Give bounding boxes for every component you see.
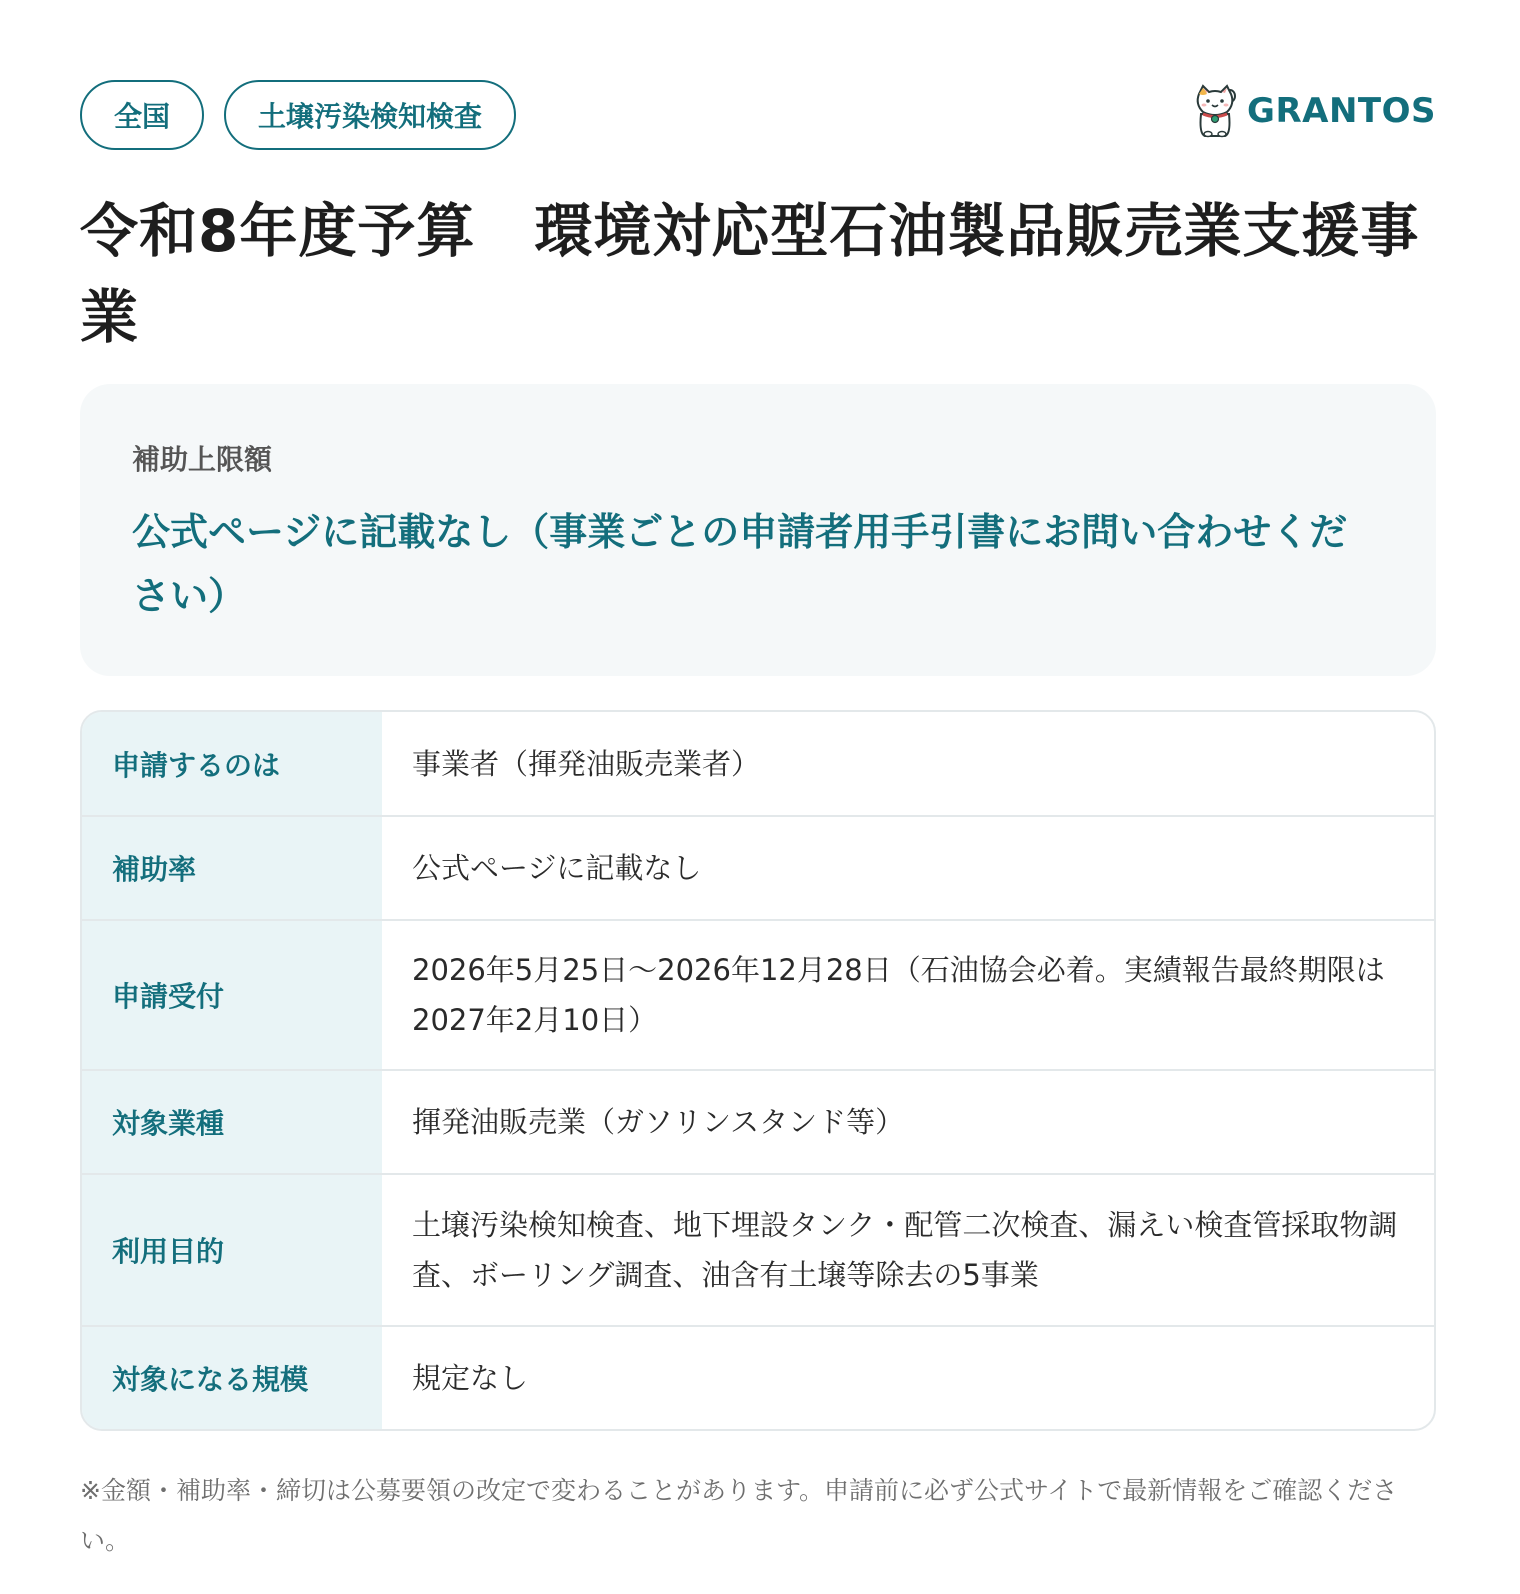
info-table [80, 710, 1436, 1431]
info-value: 事業者（揮発油販売業者） [412, 746, 761, 781]
info-value: 規定なし [412, 1361, 529, 1395]
page-title: 令和8年度予算 環境対応型石油製品販売業支援事業 [80, 197, 1420, 351]
max-amount-label: 補助上限額 [132, 443, 273, 476]
info-row-scale [82, 1325, 1434, 1429]
page [80, 0, 1436, 1594]
info-key: 対象になる規模 [82, 1327, 382, 1429]
info-key: 補助率 [82, 817, 382, 919]
info-value: 公式ページに記載なし [412, 851, 702, 885]
info-row-subsidy-rate [82, 815, 1434, 919]
info-key: 対象業種 [82, 1071, 382, 1173]
info-value: 土壌汚染検知検査、地下埋設タンク・配管二次検査、漏えい検査管採取物調査、ボーリング調査、油含有土壌等除去の5事業 [412, 1208, 1398, 1292]
info-key: 申請受付 [82, 921, 382, 1069]
info-key: 申請するのは [82, 712, 382, 815]
header [80, 80, 1436, 150]
max-amount-value: 公式ページに記載なし（事業ごとの申請者用手引書にお問い合わせください） [132, 510, 1348, 618]
info-row-applicant [82, 712, 1434, 815]
max-amount-box [80, 384, 1436, 676]
info-row-industry [82, 1069, 1434, 1173]
tag-list [80, 80, 516, 150]
tag-category[interactable]: 土壌汚染検知検査 [224, 80, 516, 150]
maneki-neko-cat-icon [1193, 84, 1237, 138]
info-key: 利用目的 [82, 1175, 382, 1325]
info-value: 揮発油販売業（ガソリンスタンド等） [412, 1105, 905, 1139]
logo[interactable] [1193, 84, 1436, 138]
tag-region[interactable]: 全国 [80, 80, 204, 150]
info-row-application-period [82, 919, 1434, 1069]
disclaimer-note: ※金額・補助率・締切は公募要領の改定で変わることがあります。申請前に必ず公式サイトで最新情報をご確認ください。 [80, 1476, 1398, 1555]
logo-text: GRANTOS [1247, 91, 1436, 131]
info-row-purpose [82, 1173, 1434, 1325]
info-value: 2026年5月25日～2026年12月28日（石油協会必着。実績報告最終期限は2027年2月10日） [412, 953, 1385, 1037]
